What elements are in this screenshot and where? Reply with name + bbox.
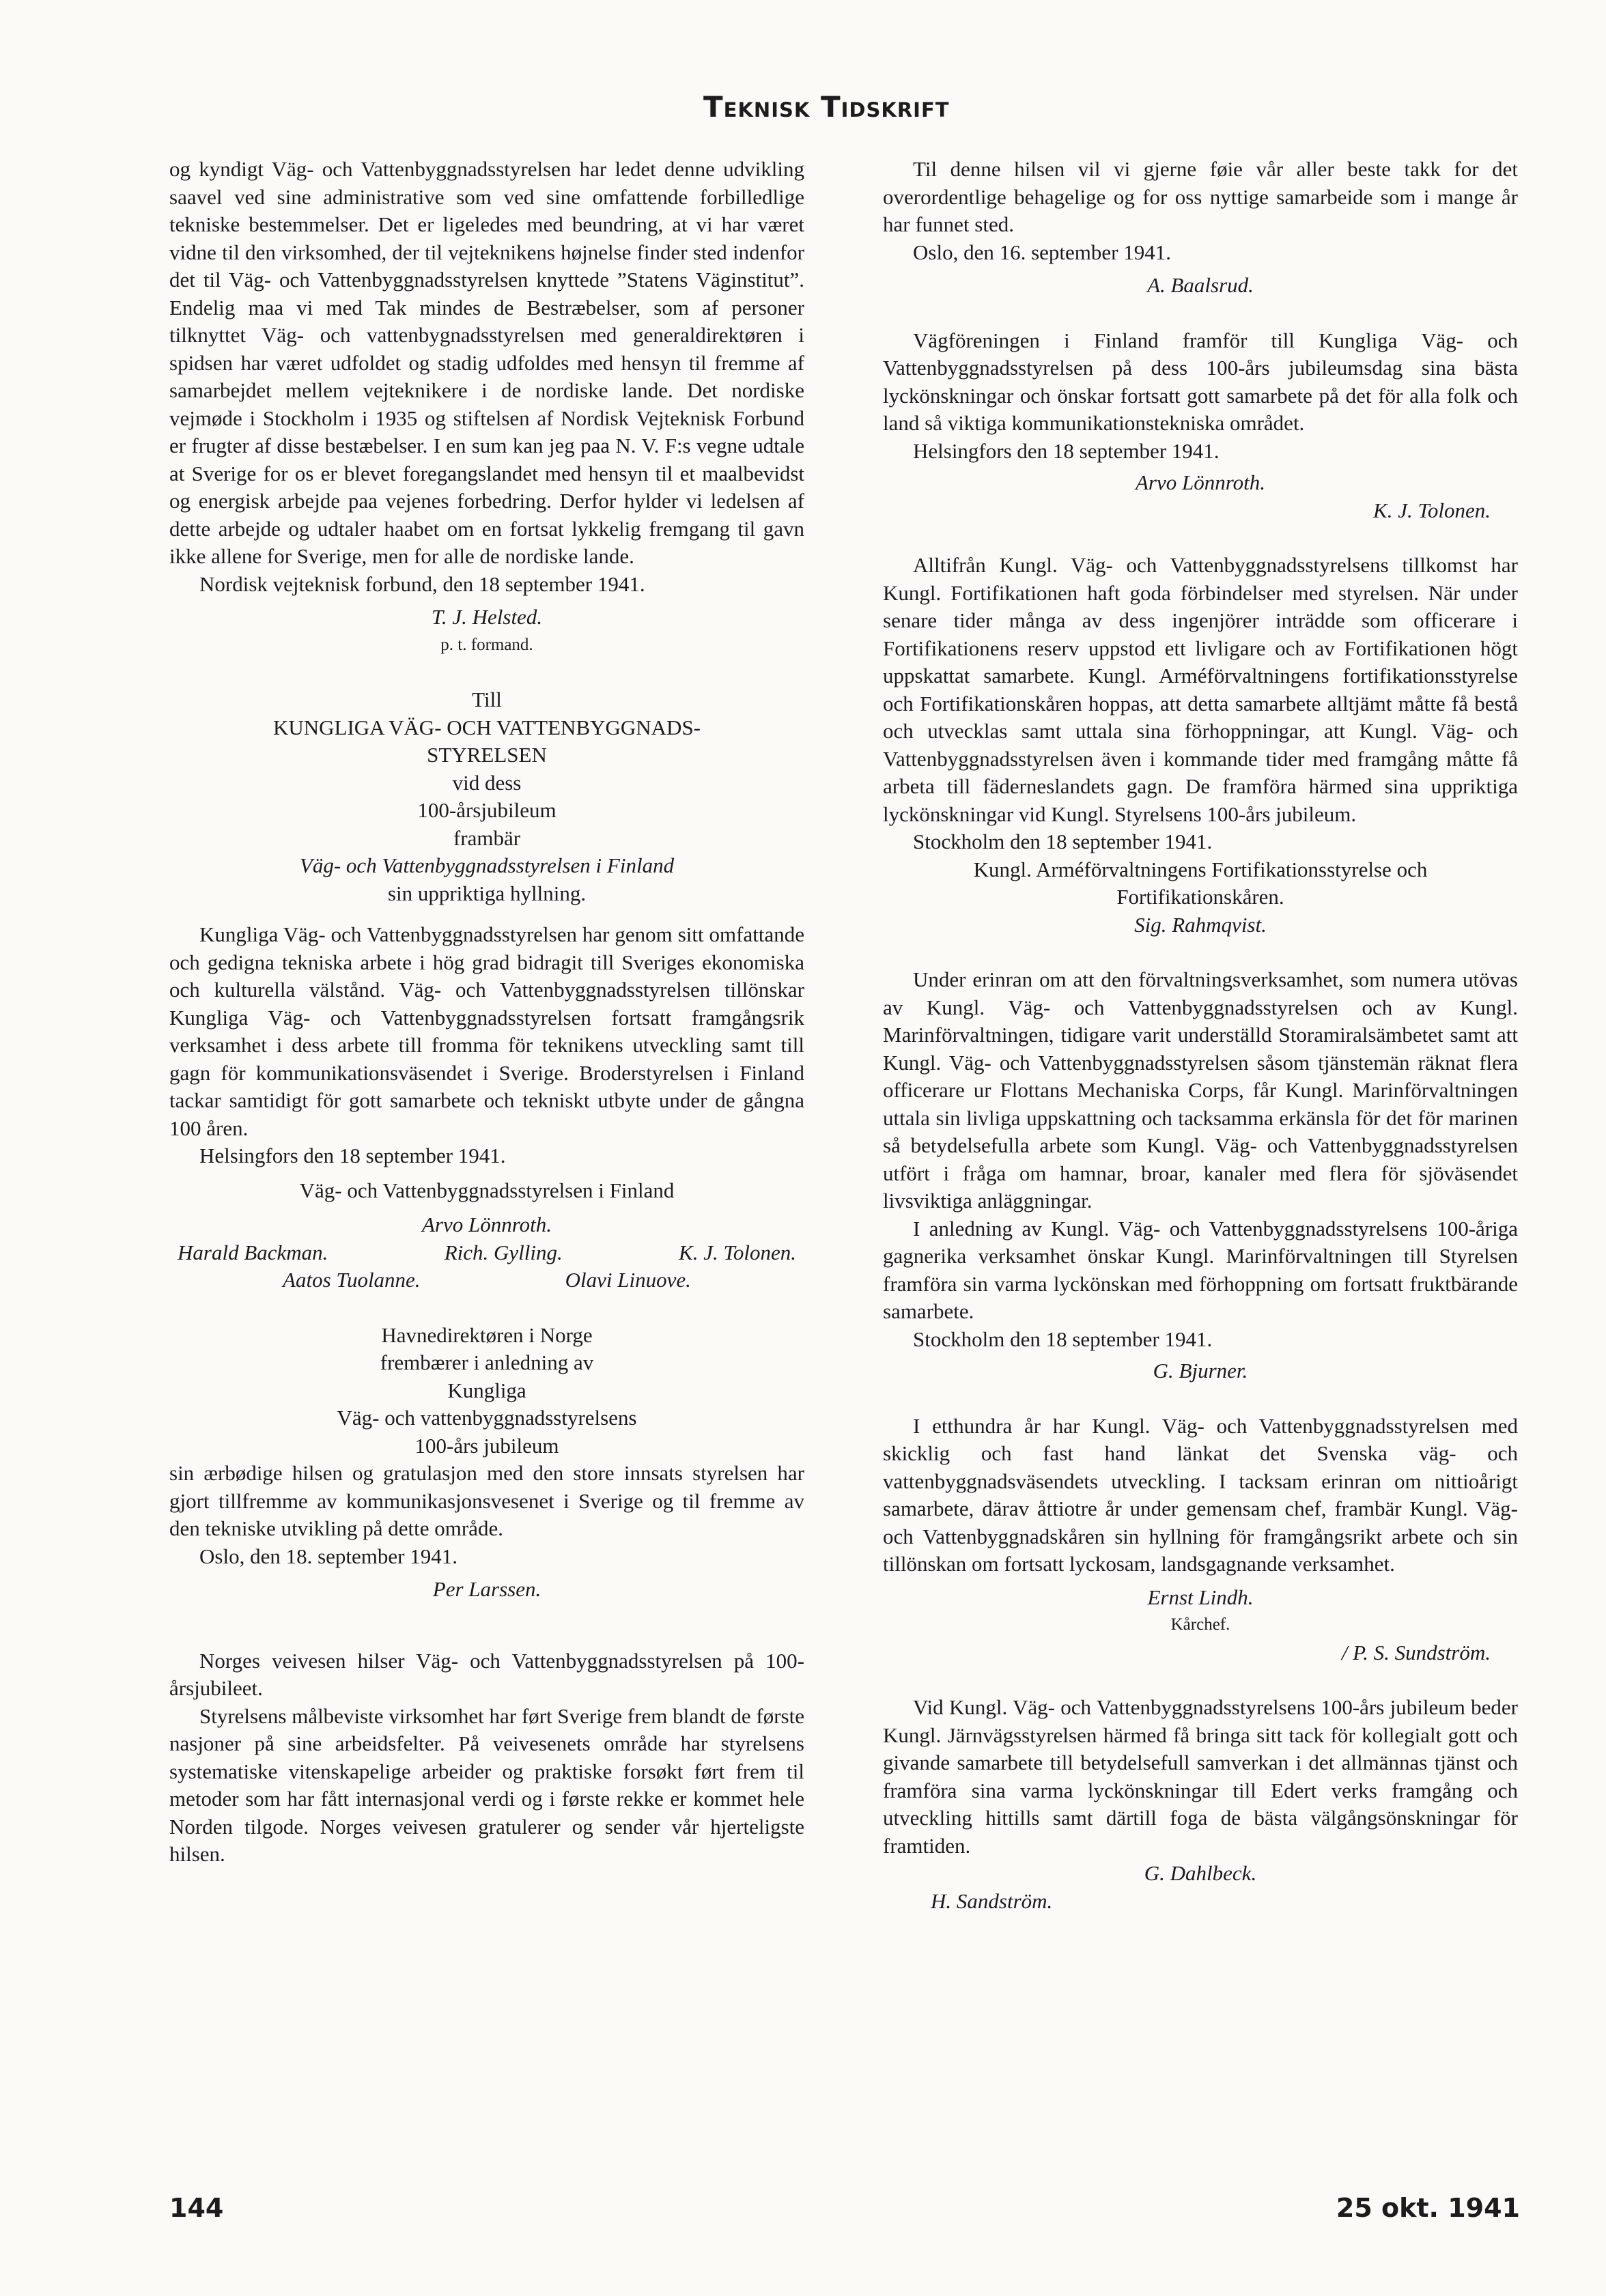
address-line: KUNGLIGA VÄG- OCH VATTENBYGGNADS- [272,715,701,739]
paragraph: I etthundra år har Kungl. Väg- och Vattenbyggnadsstyrelsen med skicklig och fast hand länkat det Svenska väg- och vattenbyggnadsväsendets utveckling. I tacksam erinran om nittioårigt samarbete, därav åttiotre år under gemensam chef, frambär Kungl. Väg- och Vattenbyggnadskåren sin hyllning för framgångsrikt arbete och sin tillönskan om fortsatt lyckosam, landsgagnande verksamhet. [883,1413,1518,1576]
address-till: Till [472,688,502,711]
paragraph: Under erinran om att den förvaltningsverksamhet, som numera utövas av Kungl. Väg- och Vattenbyggnadsstyrelsen och av Kungl. Marinförvaltningen, tidigare varit underställd Storamiralsämbetet samt att Kungl. Väg- och Vattenbyggnadsstyrelsen såsom tjänstemän räknat flera officerare ur Flottans Mechaniska Corps, får Kungl. Marinförvaltningen uttala sin livliga uppskattning och tacksamma erkänsla för det för marinen så betydelsefulla arbete som Kungl. Väg- och Vattenbyggnadsstyrelsen utfört i fråga om hamnar, broar, kanaler med flera för sjöväsendet livsviktiga anläggningar. [883,967,1518,1213]
paragraph: og kyndigt Väg- och Vattenbyggnadsstyrelsen har ledet denne udvikling saavel ved sine administrative som ved sine omfattende forbilledlige tekniske bestemmelser. Det er ligeledes med beundring, at vi har været vidne til den virksomhed, der til vejteknikens højnelse finder sted indenfor det til Väg- och Vattenbyggnadsstyrelsen knyttede ”Statens Väginstitut”. Endelig maa vi med Tak mindes de Bestræbelser, som af personer tilknyttet Väg- och vattenbygnadsstyrelsen med generaldirektøren i spidsen har været udfoldet og stadig udfoldes med hensyn til fremme af samarbejdet mellem vejteknikere i de nordiske lande. Det nordiske vejmøde i Stockholm i 1935 og stiftelsen af Nordisk Vejteknisk Forbund er frugter af disse bestæbelser. I en sum kan jeg paa N. V. F:s vegne udtale at Sverige for os er blevet foregangslandet med hensyn til et maalbevidst og energisk arbejde paa vejenes forbedring. Derfor hylder vi ledelsen af dette arbejde og udtaler haabet om en fortsat lykkelig fremgang til gavn ikke allene for Sverige, men for alle de nordiske lande. [169,157,804,568]
address-line: sin uppriktiga hyllning. [387,881,587,905]
journal-header: Teknisk Tidskrift [703,90,950,124]
dateline: Stockholm den 18 september 1941. [913,830,1213,853]
address-line: Kungliga [447,1378,526,1402]
address-line: Väg- och vattenbyggnadsstyrelsens [337,1406,637,1430]
issue-date: 25 okt. 1941 [1336,2193,1520,2223]
signature: Ernst Lindh. [1147,1585,1254,1609]
signature: Per Larssen. [432,1577,541,1601]
address-line: 100-års jubileum [414,1433,559,1458]
signature: Arvo Lönnroth. [421,1213,552,1236]
dateline: Nordisk vejteknisk forbund, den 18 september 1941. [199,571,645,596]
left-column [169,156,804,1869]
signature: H. Sandström. [931,1888,1053,1913]
signature: Sig. Rahmqvist. [1134,912,1267,937]
dateline: Stockholm den 18 september 1941. [913,1327,1213,1351]
paragraph: Alltifrån Kungl. Väg- och Vattenbyggnadsstyrelsens tillkomst har Kungl. Fortifikationen haft goda förbindelser med styrelsen. När under senare tider många av dess ingenjörer inträdde som officerare i Fortifikationens reserv uppstod ett livligare och av Fortifikationen högt uppskattat samarbete. Kungl. Arméförvaltningens fortifikationsstyrelse och Fortifikationskåren hoppas, att detta samarbete alltjämt måtte få bestå och utvecklas samt uttala sina förhoppningar, att Kungl. Väg- och Vattenbyggnadsstyrelsen även i kommande tider med framgång måtte få arbeta till fäderneslandets gagn. De framföra härmed sina uppriktiga lyckönskningar vid Kungl. Styrelsens 100-års jubileum. [883,553,1518,826]
dateline: Oslo, den 18. september 1941. [199,1544,457,1568]
address-line: Havnedirektøren i Norge [381,1322,593,1347]
signature: K. J. Tolonen. [1373,498,1491,522]
paragraph: Vid Kungl. Väg- och Vattenbyggnadsstyrelsens 100-års jubileum beder Kungl. Järnvägsstyrelsen härmed få bringa sitt tack för kollegialt gott och givande samarbete till betydelsefull samverkan i det allmännas tjänst och framföra sina varma lyckönskningar till Edert verks framgång och utveckling hittills samt därtill foga de bästa välgångsönskningar för framtiden. [883,1695,1518,1858]
paragraph: Vägföreningen i Finland framför till Kungliga Väg- och Vattenbyggnadsstyrelsen på dess 100-års jubileumsdag sina bästa lyckönskningar och önskar fortsatt gott samarbete på det för alla folk och land så viktiga kommunikationstekniska området. [883,328,1518,435]
address-sender: Väg- och Vattenbyggnadsstyrelsen i Finland [299,853,675,877]
organization-line: Väg- och Vattenbyggnadsstyrelsen i Finland [299,1178,675,1202]
dateline: Helsingfors den 18 september 1941. [199,1144,506,1167]
dateline: Helsingfors den 18 september 1941. [913,438,1220,463]
signature: Harald Backman. [178,1240,328,1264]
signature: Olavi Linuove. [565,1268,691,1292]
paragraph: Styrelsens målbeviste virksomhet har ført Sverige frem blandt de første nasjoner på sine arbeidsfelter. På veivesenets område har styrelsens systematiske vitenskapelige arbeider og praktiske forsøkt ført frem til metoder som har fått internasjonal verdi og i første rekke er kommet hele Norden tilgode. Norges veivesen gratulerer og sender vår hjerteligste hilsen. [169,1703,804,1866]
signature-row [169,1266,804,1294]
signature: Aatos Tuolanne. [283,1268,421,1292]
paragraph: I anledning av Kungl. Väg- och Vattenbyggnadsstyrelsens 100-åriga gagnerika verksamhet önskar Kungl. Marinförvaltningen till Styrelsen framföra sin varma lyckönskan med förhoppning om fortsatt fruktbärande samarbete. [883,1216,1518,1323]
signature: G. Bjurner. [1153,1359,1248,1383]
paragraph: Kungliga Väg- och Vattenbyggnadsstyrelsen har genom sitt omfattande och gedigna tekniska arbete i hög grad bidragit till Sveriges ekonomiska och kulturella välstånd. Väg- och Vattenbyggnadsstyrelsen tillönskar Kungliga Väg- och Vattenbyggnadsstyrelsen fortsatt framgångsrik verksamhet i dess arbete till fromma för teknikens utveckling samt till gagn för kommunikationsväsendet i Sverige. Broderstyrelsen i Finland tackar samtidigt för gott samarbete och tekniskt utbyte under de gångna 100 åren. [169,922,804,1140]
signature: Rich. Gylling. [444,1240,563,1264]
right-column [883,156,1518,1915]
signature: G. Dahlbeck. [1144,1861,1257,1885]
dateline: Oslo, den 16. september 1941. [913,240,1171,264]
signature: Arvo Lönnroth. [1135,470,1266,494]
signature-row [169,1239,804,1267]
paragraph: Norges veivesen hilser Väg- och Vattenbyggnadsstyrelsen på 100-årsjubileet. [169,1648,804,1700]
signature: K. J. Tolonen. [679,1240,796,1264]
organization-line: Kungl. Arméförvaltningens Fortifikationsstyrelse och [973,857,1428,881]
signature: A. Baalsrud. [1147,273,1254,297]
signature: T. J. Helsted. [431,605,543,629]
address-line: STYRELSEN [427,743,547,767]
signature-title: Kårchef. [1170,1615,1230,1634]
address-line: vid dess [452,770,522,795]
address-line: frambär [453,825,521,850]
paragraph: Til denne hilsen vil vi gjerne føie vår aller beste takk for det overordentlige behagelige og for oss nyttige samarbeide som i mange år har funnet sted. [883,157,1518,236]
signature: / P. S. Sundström. [1341,1640,1491,1664]
address-line: frembærer i anledning av [380,1350,594,1374]
signature-title: p. t. formand. [440,635,533,654]
address-line: 100-årsjubileum [417,798,557,822]
paragraph: sin ærbødige hilsen og gratulasjon med den store innsats styrelsen har gjort tillfremme av kommunikasjonsvesenet i Sverige og til fremme av den tekniske utvikling på dette område. [169,1461,804,1540]
organization-line: Fortifikationskåren. [1116,885,1284,909]
page-number: 144 [169,2193,224,2223]
